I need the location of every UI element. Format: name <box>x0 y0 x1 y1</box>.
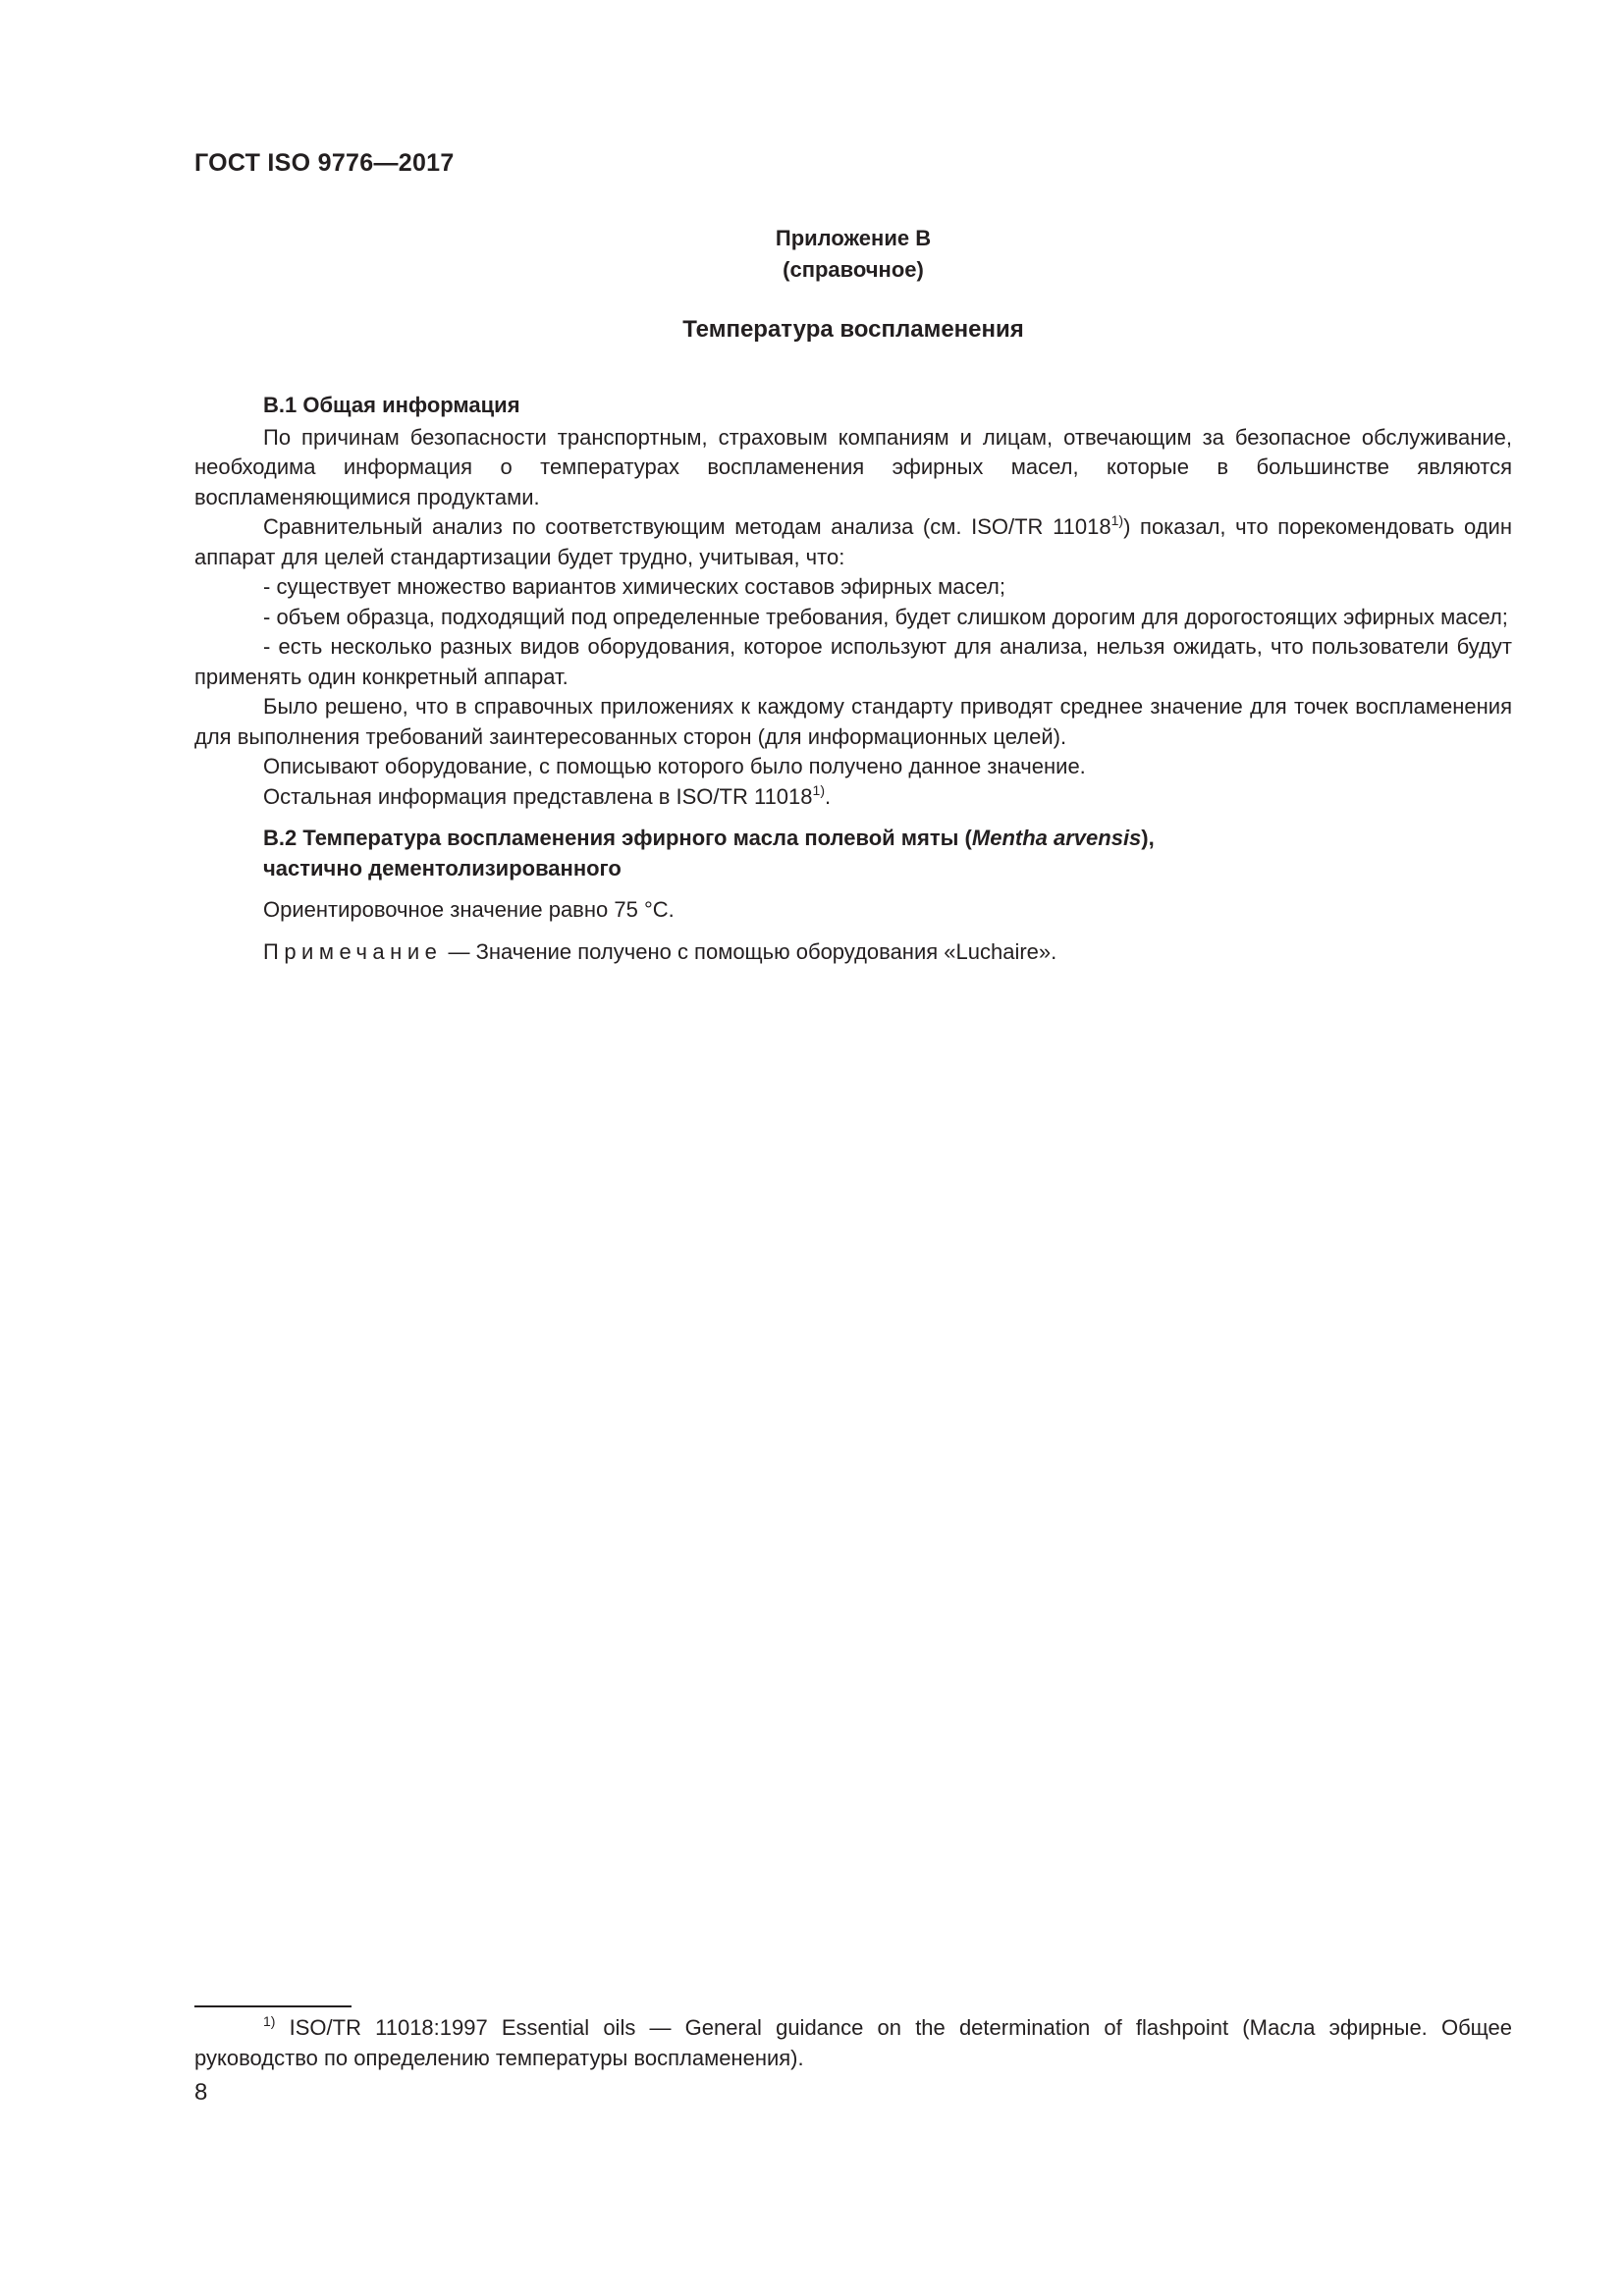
text-segment: . <box>824 783 832 809</box>
paragraph-comparative-analysis <box>194 512 1512 572</box>
footnote-text <box>194 2013 1512 2073</box>
annex-title: Температура воспламенения <box>682 316 1024 343</box>
section-heading-b2 <box>263 824 1512 883</box>
text-segment: Остальная информация представлена в ISO/TR 11018 <box>263 783 813 809</box>
footnote-ref: 1) <box>812 781 825 798</box>
page-number: 8 <box>194 2079 208 2106</box>
annex-type: (справочное) <box>783 257 924 282</box>
heading-text: В.2 Температура воспламенения эфирного масла полевой мяты ( <box>263 826 972 850</box>
footnote-ref: 1) <box>1110 512 1124 528</box>
paragraph-equipment: Описывают оборудование, с помощью которого было получено данное значение. <box>263 754 1086 778</box>
list-item: - существует множество вариантов химических составов эфирных масел; <box>263 574 1005 599</box>
note-label: Примечание <box>263 938 443 964</box>
text-segment: ) показал, что порекомендовать один аппарат для целей стандартизации будет трудно, учитывая, что: <box>194 514 1512 569</box>
text-segment: Сравнительный анализ по соответствующим методам анализа (см. ISO/TR 11018 <box>263 514 1111 539</box>
paragraph-value: Ориентировочное значение равно 75 °С. <box>263 897 675 922</box>
heading-text: ), <box>1141 826 1155 850</box>
document-header: ГОСТ ISO 9776—2017 <box>194 149 455 177</box>
note-text: — Значение получено с помощью оборудования «Luchaire». <box>442 938 1057 964</box>
document-body <box>194 391 1512 967</box>
list-item: - есть несколько разных видов оборудования, которое используют для анализа, нельзя ожидать, что пользователи будут применять один конкретный аппарат. <box>194 634 1512 689</box>
paragraph-other-info <box>194 782 1512 813</box>
footnote-body: ISO/TR 11018:1997 Essential oils — General guidance on the determination of flashpoint (Масла эфирные. Общее руководство по определению температуры воспламенения). <box>194 2015 1512 2070</box>
footnote <box>194 2013 1512 2073</box>
paragraph-decision: Было решено, что в справочных приложениях к каждому стандарту приводят среднее значение для точек воспламенения для выполнения требований заинтересованных сторон (для информационных целей). <box>194 694 1512 749</box>
heading-latin-name: Mentha arvensis <box>971 826 1142 850</box>
list-item: - объем образца, подходящий под определенные требования, будет слишком дорогим для дорогостоящих эфирных масел; <box>263 604 1508 629</box>
note <box>194 937 1512 968</box>
footnote-divider <box>194 2005 352 2007</box>
paragraph-safety: По причинам безопасности транспортным, страховым компаниям и лицам, отвечающим за безопасное обслуживание, необходима информация о температурах воспламенения эфирных масел, которые в большинстве являются воспламеняющимися продуктами. <box>194 424 1512 509</box>
section-heading-b1: В.1 Общая информация <box>263 393 520 417</box>
annex-label: Приложение В <box>775 226 932 250</box>
heading-text: частично дементолизированного <box>263 855 622 881</box>
footnote-marker: 1) <box>263 2013 276 2029</box>
